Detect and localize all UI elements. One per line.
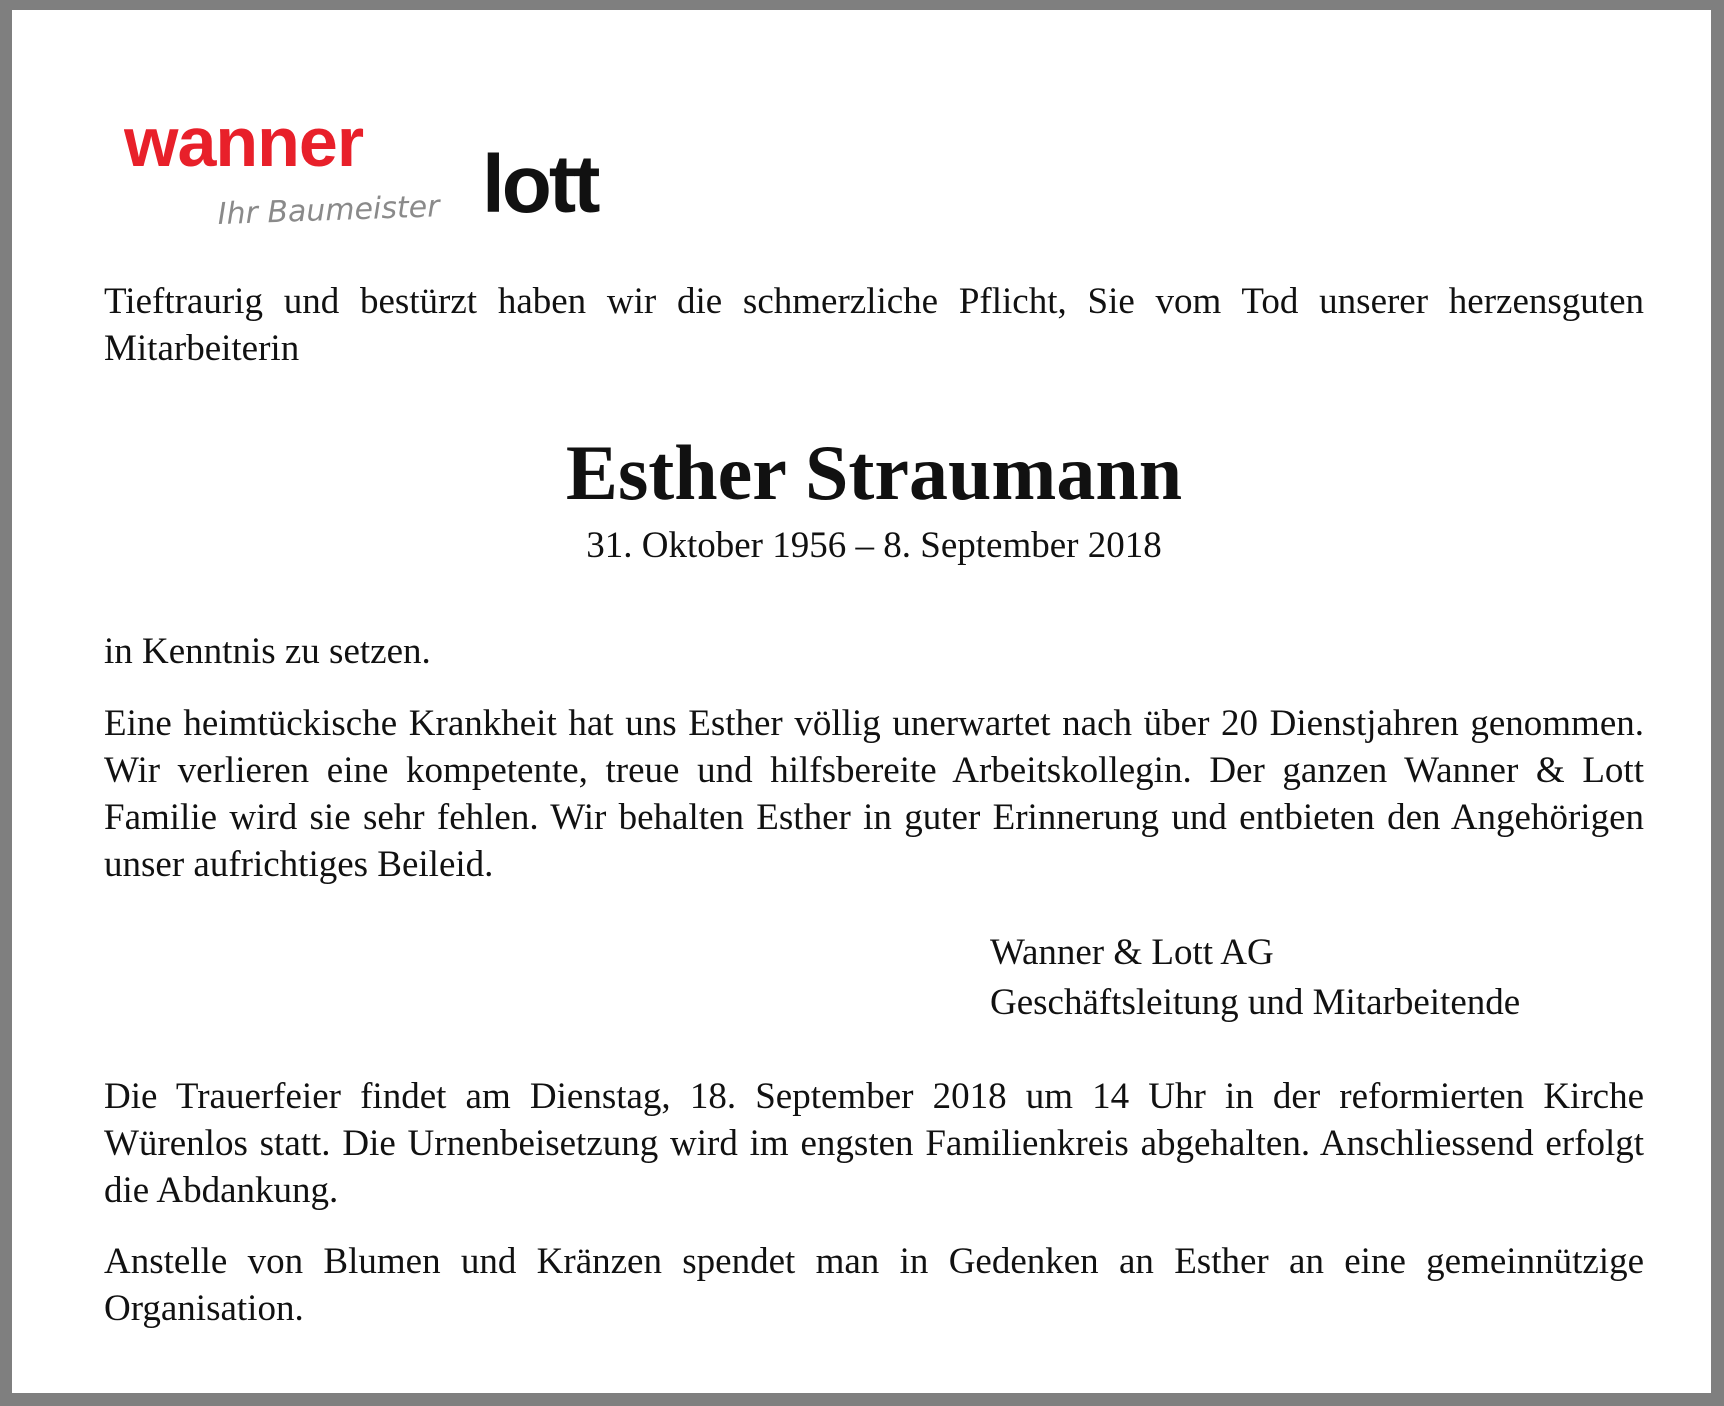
signature-company: Wanner & Lott AG bbox=[990, 932, 1274, 973]
life-dates: 31. Oktober 1956 – 8. September 2018 bbox=[586, 525, 1162, 566]
logo-tagline: Ihr Baumeister bbox=[217, 189, 441, 232]
logo-graphic bbox=[124, 114, 634, 238]
deceased-name: Esther Straumann bbox=[565, 429, 1183, 516]
signature-block bbox=[990, 928, 1520, 1028]
ceremony-paragraph: Die Trauerfeier findet am Dienstag, 18. September 2018 um 14 Uhr in der reformierten Kirche Würenlos statt. Die Urnenbeisetzung wird im engsten Familienkreis abgehalten. Anschliessend erfolgt die Abdankung. bbox=[104, 1076, 1644, 1211]
donation-paragraph: Anstelle von Blumen und Kränzen spendet man in Gedenken an Esther an eine gemeinnützige Organisation. bbox=[104, 1241, 1644, 1329]
company-logo bbox=[124, 114, 634, 238]
signature-team: Geschäftsleitung und Mitarbeitende bbox=[990, 982, 1521, 1023]
logo-word-lott: lott bbox=[482, 139, 598, 230]
condolence-paragraph: Eine heimtückische Krankheit hat uns Esther völlig unerwartet nach über 20 Dienstjahren genommen. Wir verlieren eine kompetente, treue und hilfsbereite Arbeitskollegin. Der ganzen Wanner & Lott Familie wird sie sehr fehlen. Wir behalten Esther in guter Erinnerung und entbieten den Angehörigen unser aufrichtiges Beileid. bbox=[104, 703, 1644, 885]
continuation-text: in Kenntnis zu setzen. bbox=[104, 631, 431, 672]
intro-text: Tieftraurig und bestürzt haben wir die schmerzliche Pflicht, Sie vom Tod unserer herzensguten Mitarbeiterin bbox=[104, 281, 1644, 369]
logo-word-wanner: wanner bbox=[124, 114, 364, 181]
